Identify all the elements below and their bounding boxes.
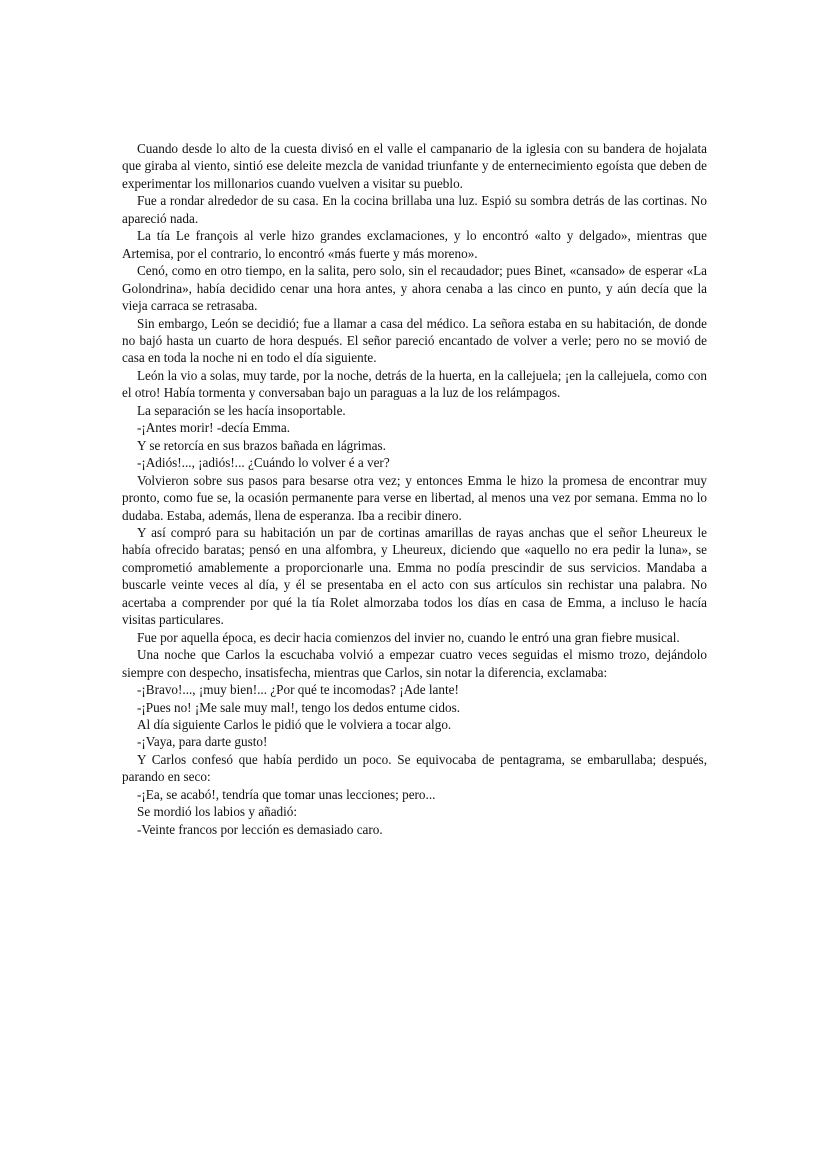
body-paragraph: Cuando desde lo alto de la cuesta divisó en el valle el campanario de la iglesia con su bandera de hojalata que giraba al viento, sintió ese deleite mezcla de vanidad triunfante y de enternecimiento egoísta que deben de experimentar los millonarios cuando vuelven a visitar su pueblo. (122, 141, 707, 191)
body-paragraph: Sin embargo, León se decidió; fue a llamar a casa del médico. La señora estaba en su habitación, de donde no bajó hasta un cuarto de hora después. El señor pareció encantado de volver a verle; pero no se movió de casa en toda la noche ni en todo el día siguiente. (122, 315, 707, 366)
dialogue-line: -Veinte francos por lección es demasiado caro. (137, 821, 383, 837)
body-paragraph: Una noche que Carlos la escuchaba volvió a empezar cuatro veces seguidas el mismo trozo, dejándolo siempre con despecho, insatisfecha, mientras que Carlos, sin notar la diferencia, exclamaba: (122, 647, 707, 680)
body-paragraph: Fue a rondar alrededor de su casa. En la cocina brillaba una luz. Espió su sombra detrás de las cortinas. No apareció nada. (122, 193, 707, 226)
body-paragraph: Cenó, como en otro tiempo, en la salita, pero solo, sin el recaudador; pues Binet, «cansado» de esperar «La Golondrina», había decidido cenar una hora antes, y ahora cenaba a las cinco en punto, y aún decía que la vieja carraca se retrasaba. (122, 263, 707, 314)
dialogue-line: -¡Vaya, para darte gusto! (137, 734, 268, 750)
body-paragraph: La tía Le françois al verle hizo grandes exclamaciones, y lo encontró «alto y delgado», mientras que Artemisa, por el contrario, lo encontró «más fuerte y más moreno». (122, 228, 707, 261)
body-text-column (122, 140, 707, 838)
dialogue-line: -¡Adiós!..., ¡adiós!... ¿Cuándo lo volver é a ver? (137, 455, 390, 471)
body-paragraph: Al día siguiente Carlos le pidió que le volviera a tocar algo. (137, 716, 452, 732)
body-paragraph: Fue por aquella época, es decir hacia comienzos del invier no, cuando le entró una gran fiebre musical. (137, 629, 680, 645)
body-paragraph: Se mordió los labios y añadió: (137, 804, 298, 820)
body-paragraph: Y Carlos confesó que había perdido un poco. Se equivocaba de pentagrama, se embarullaba; después, parando en seco: (122, 751, 707, 785)
body-paragraph: La separación se les hacía insoportable. (137, 402, 346, 418)
dialogue-line: -¡Bravo!..., ¡muy bien!... ¿Por qué te incomodas? ¡Ade lante! (137, 682, 459, 698)
body-paragraph: Y así compró para su habitación un par de cortinas amarillas de rayas anchas que el señor Lheureux le había ofrecido baratas; pensó en una alfombra, y Lheureux, diciendo que «aquello no era pedir la luna», se comprometió amablemente a proporcionarle una. Emma no podía prescindir de sus servicios. Mandaba a buscarle veinte veces al día, y él se presentaba en el acto con sus artículos sin rechistar una palabra. No acertaba a comprender por qué la tía Rolet almorzaba todos los días en casa de Emma, a incluso le hacía visitas particulares. (122, 524, 707, 628)
body-paragraph: León la vio a solas, muy tarde, por la noche, detrás de la huerta, en la callejuela; ¡en la callejuela, como con el otro! Había tormenta y conversaban bajo un paraguas a la luz de los relámpagos. (122, 367, 707, 401)
dialogue-line: -¡Pues no! ¡Me sale muy mal!, tengo los dedos entume cidos. (137, 699, 461, 715)
dialogue-line: -¡Ea, se acabó!, tendría que tomar unas lecciones; pero... (137, 786, 436, 802)
body-paragraph: Volvieron sobre sus pasos para besarse otra vez; y entonces Emma le hizo la promesa de encontrar muy pronto, como fue se, la ocasión permanente para verse en libertad, al menos una vez por semana. Emma no lo dudaba. Estaba, además, llena de esperanza. Iba a recibir dinero. (122, 472, 707, 523)
dialogue-line: -¡Antes morir! -decía Emma. (137, 420, 291, 436)
body-paragraph: Y se retorcía en sus brazos bañada en lágrimas. (137, 437, 386, 453)
